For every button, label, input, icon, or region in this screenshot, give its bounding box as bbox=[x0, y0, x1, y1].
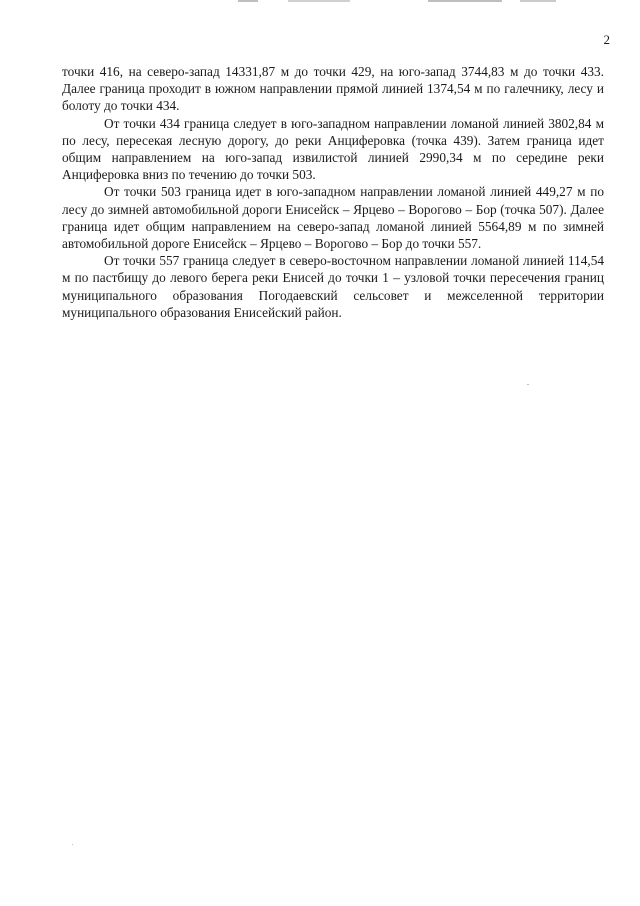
scan-artifact bbox=[288, 0, 350, 2]
scan-artifact bbox=[238, 0, 258, 2]
scan-speck bbox=[527, 384, 529, 385]
scan-artifact bbox=[520, 0, 556, 2]
paragraph-point-503: От точки 503 граница идет в юго-западном направлении ломаной линией 449,27 м по лесу до зимней автомобильной дороги Енисейск – Ярцево – Ворогово – Бор (точка 507). Далее граница идет общим направлением на северо-запад ломаной линией 5564,89 м по зимней автомобильной дороге Енисейск – Ярцево – Ворогово – Бор до точки 557. bbox=[62, 184, 604, 252]
document-body bbox=[62, 63, 604, 321]
paragraph-point-557: От точки 557 граница следует в северо-восточном направлении ломаной линией 114,54 м по пастбищу до левого берега реки Енисей до точки 1 – узловой точки пересечения границ муниципального образования Погодаевский сельсовет и межселенной территории муниципального образования Енисейский район. bbox=[62, 253, 604, 320]
scan-artifact bbox=[428, 0, 502, 2]
paragraph-continuation: точки 416, на северо-запад 14331,87 м до точки 429, на юго-запад 3744,83 м до точки 433. Далее граница проходит в южном направлении прямой линией 1374,54 м по галечнику, лесу и болоту до точки 434. bbox=[62, 64, 604, 114]
paragraph-point-434: От точки 434 граница следует в юго-западном направлении ломаной линией 3802,84 м по лесу, пересекая лесную дорогу, до реки Анциферовка (точка 439). Затем граница идет общим направлением на юго-запад извилистой линией 2990,34 м по середине реки Анциферовка вниз по течению до точки 503. bbox=[62, 115, 604, 183]
scan-speck bbox=[72, 844, 73, 845]
page-number: 2 bbox=[603, 32, 610, 47]
